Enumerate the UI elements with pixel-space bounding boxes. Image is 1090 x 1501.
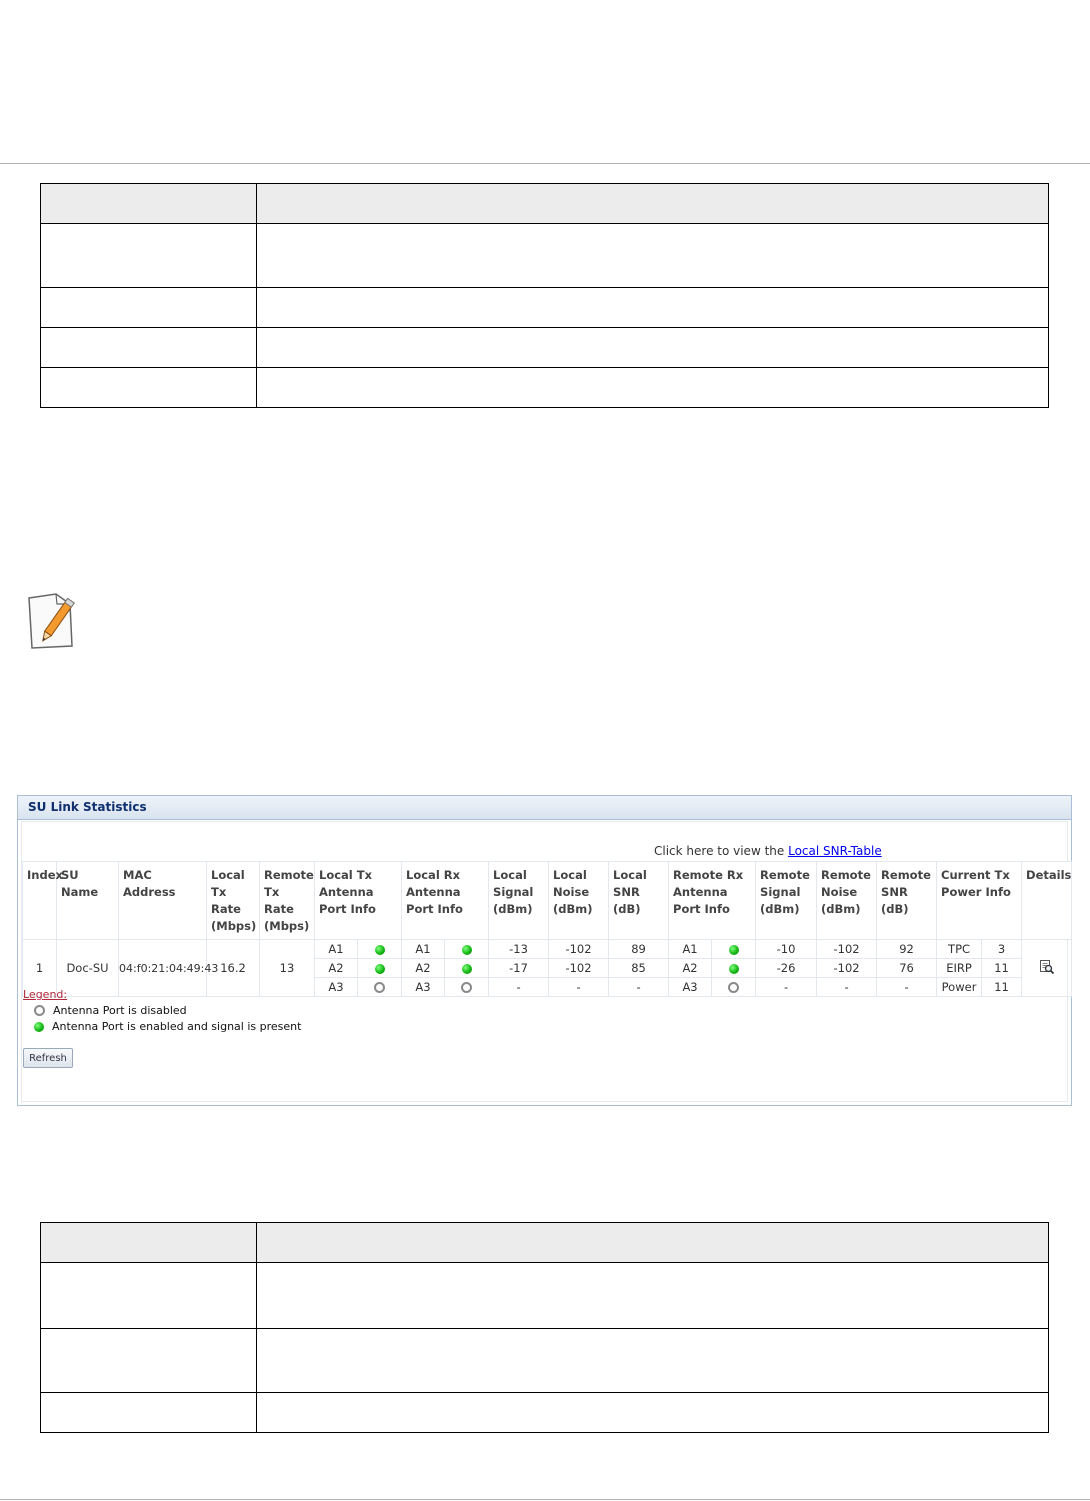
table-row (23, 940, 1072, 959)
col-current-tx-power: Current Tx Power Info (937, 862, 1022, 940)
link-stats-table (22, 861, 1072, 997)
snr-prefix-text: Click here to view the (654, 844, 789, 858)
rrx-status (712, 959, 756, 978)
table-cell (257, 1329, 1049, 1393)
power-value: 3 (982, 940, 1022, 959)
power-label: Power (937, 978, 982, 997)
cell-local-noise: - (549, 978, 609, 997)
ltx-status (358, 940, 402, 959)
antenna-disabled-icon (461, 982, 472, 993)
lrx-port-label: A2 (402, 959, 445, 978)
cell-local-tx-rate: 16.2 (207, 940, 260, 997)
cell-su-name: Doc-SU (57, 940, 119, 997)
cell-remote-tx-rate: 13 (260, 940, 315, 997)
col-remote-tx-rate: Remote Tx Rate (Mbps) (260, 862, 315, 940)
col-local-snr: Local SNR (dB) (609, 862, 669, 940)
cell-remote-signal: -26 (756, 959, 817, 978)
cell-remote-snr: 76 (877, 959, 937, 978)
legend-item-disabled (34, 1004, 301, 1017)
table-cell (257, 224, 1049, 288)
rrx-port-label: A3 (669, 978, 712, 997)
cell-remote-noise: -102 (817, 940, 877, 959)
cell-remote-snr: - (877, 978, 937, 997)
table-cell (41, 368, 257, 408)
lrx-status (445, 959, 489, 978)
snr-table-line (654, 844, 882, 858)
table-cell (41, 224, 257, 288)
col-details: Details (1022, 862, 1072, 940)
antenna-enabled-icon (375, 964, 385, 974)
header-rule (0, 163, 1090, 164)
table-cell (41, 328, 257, 368)
table-cell (257, 368, 1049, 408)
cell-local-signal: - (489, 978, 549, 997)
power-value: 11 (982, 959, 1022, 978)
legend-disabled-label: Antenna Port is disabled (53, 1004, 187, 1017)
lrx-status (445, 940, 489, 959)
ltx-status (358, 978, 402, 997)
su-link-statistics-panel (17, 795, 1072, 1106)
cell-local-signal: -17 (489, 959, 549, 978)
footer-rule (0, 1499, 1090, 1500)
table-header-cell (257, 1223, 1049, 1263)
note-pencil-icon (26, 590, 80, 650)
rrx-port-label: A1 (669, 940, 712, 959)
bottom-table (40, 1222, 1049, 1433)
antenna-enabled-icon (375, 945, 385, 955)
table-cell (41, 288, 257, 328)
table-header-cell (41, 1223, 257, 1263)
cell-local-signal: -13 (489, 940, 549, 959)
table-cell (257, 288, 1049, 328)
rrx-port-label: A2 (669, 959, 712, 978)
col-remote-noise: Remote Noise (dBm) (817, 862, 877, 940)
power-label: EIRP (937, 959, 982, 978)
cell-remote-signal: -10 (756, 940, 817, 959)
antenna-enabled-icon (462, 945, 472, 955)
legend-title: Legend: (23, 988, 68, 1001)
panel-title: SU Link Statistics (18, 796, 1071, 820)
col-remote-snr: Remote SNR (dB) (877, 862, 937, 940)
ltx-port-label: A1 (315, 940, 358, 959)
table-header-cell (41, 184, 257, 224)
legend-item-enabled (34, 1020, 301, 1033)
legend-enabled-label: Antenna Port is enabled and signal is present (52, 1020, 302, 1033)
col-local-rx-antenna: Local Rx Antenna Port Info (402, 862, 489, 940)
col-remote-signal: Remote Signal (dBm) (756, 862, 817, 940)
cell-local-snr: 85 (609, 959, 669, 978)
details-cell (1022, 940, 1072, 997)
antenna-enabled-icon (729, 964, 739, 974)
cell-local-noise: -102 (549, 940, 609, 959)
antenna-enabled-icon (729, 945, 739, 955)
cell-remote-snr: 92 (877, 940, 937, 959)
table-cell (41, 1263, 257, 1329)
rrx-status (712, 940, 756, 959)
table-cell (257, 1393, 1049, 1433)
ltx-status (358, 959, 402, 978)
cell-mac-address: 04:f0:21:04:49:43 (119, 940, 207, 997)
local-snr-table-link[interactable]: Local SNR-Table (788, 844, 882, 858)
ltx-port-label: A3 (315, 978, 358, 997)
table-cell (257, 1263, 1049, 1329)
disabled-dot-icon (34, 1005, 45, 1016)
lrx-port-label: A1 (402, 940, 445, 959)
antenna-enabled-icon (462, 964, 472, 974)
enabled-dot-icon (34, 1022, 44, 1032)
lrx-port-label: A3 (402, 978, 445, 997)
cell-remote-noise: - (817, 978, 877, 997)
table-cell (257, 328, 1049, 368)
col-su-name: SU Name (57, 862, 119, 940)
table-cell (41, 1393, 257, 1433)
cell-local-noise: -102 (549, 959, 609, 978)
power-label: TPC (937, 940, 982, 959)
cell-remote-signal: - (756, 978, 817, 997)
col-mac-address: MAC Address (119, 862, 207, 940)
antenna-disabled-icon (728, 982, 739, 993)
magnifier-icon[interactable] (1039, 959, 1055, 978)
refresh-button[interactable]: Refresh (23, 1048, 73, 1068)
cell-index: 1 (23, 940, 57, 997)
col-local-noise: Local Noise (dBm) (549, 862, 609, 940)
col-local-tx-rate: Local Tx Rate (Mbps) (207, 862, 260, 940)
col-remote-rx-antenna: Remote Rx Antenna Port Info (669, 862, 756, 940)
table-cell (41, 1329, 257, 1393)
col-local-tx-antenna: Local Tx Antenna Port Info (315, 862, 402, 940)
cell-local-snr: 89 (609, 940, 669, 959)
cell-local-snr: - (609, 978, 669, 997)
col-local-signal: Local Signal (dBm) (489, 862, 549, 940)
ltx-port-label: A2 (315, 959, 358, 978)
lrx-status (445, 978, 489, 997)
table-header-cell (257, 184, 1049, 224)
cell-remote-noise: -102 (817, 959, 877, 978)
legend (23, 988, 301, 1033)
top-table (40, 183, 1049, 408)
col-index: Index (23, 862, 57, 940)
rrx-status (712, 978, 756, 997)
power-value: 11 (982, 978, 1022, 997)
antenna-disabled-icon (374, 982, 385, 993)
